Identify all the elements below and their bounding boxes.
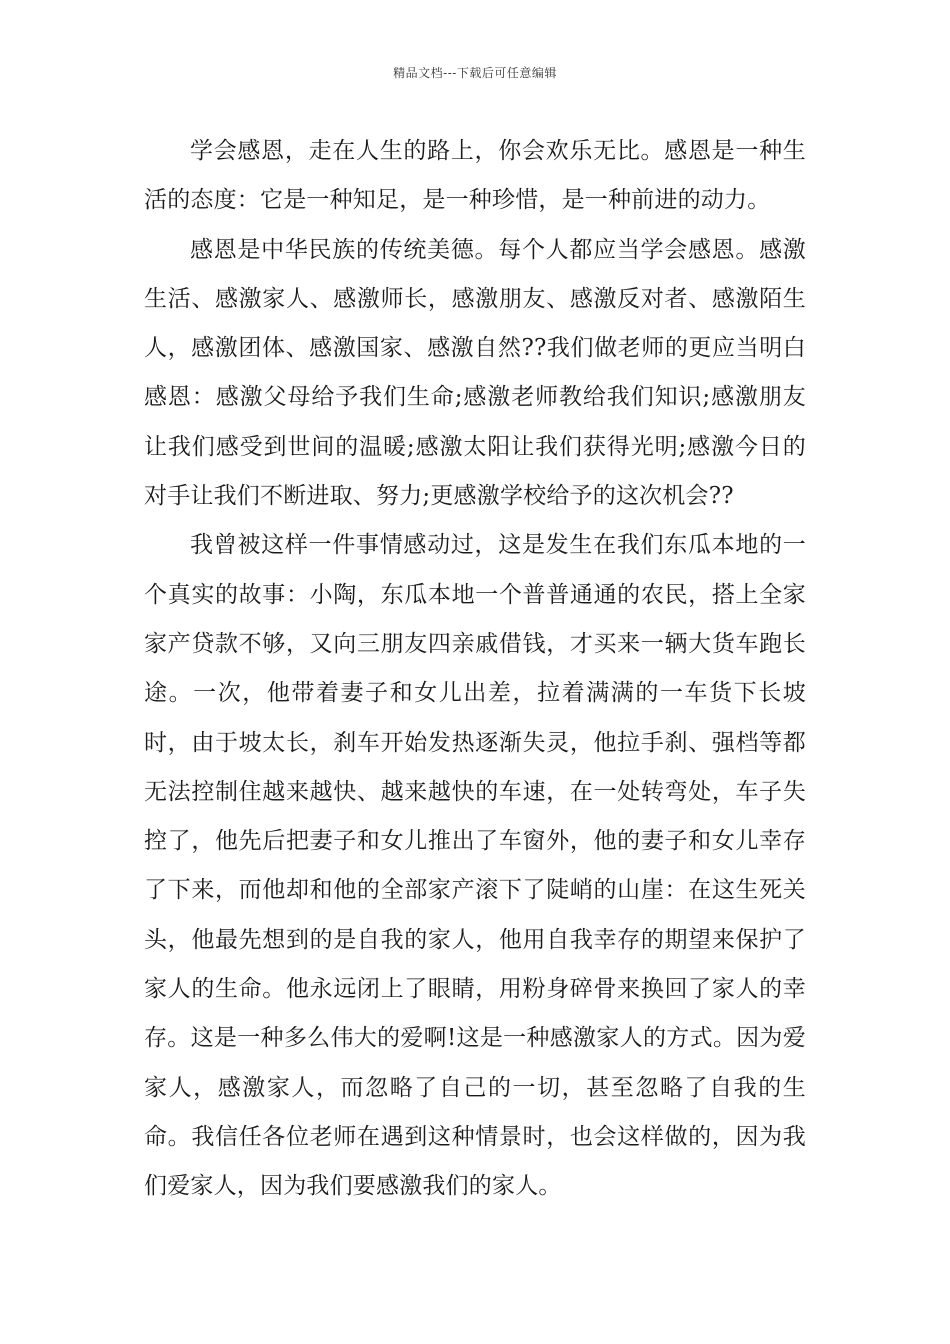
paragraph-3: 我曾被这样一件事情感动过，这是发生在我们东瓜本地的一个真实的故事：小陶，东瓜本地一个普普通通的农民，搭上全家家产贷款不够，又向三朋友四亲戚借钱，才买来一辆大货车跑长途。一次，他带着妻子和女儿出差，拉着满满的一车货下长坡时，由于坡太长，刹车开始发热逐渐失灵，他拉手刹、强档等都无法控制住越来越快、越来越快的车速，在一处转弯处，车子失控了，他先后把妻子和女儿推出了车窗外，他的妻子和女儿幸存了下来，而他却和他的全部家产滚下了陡峭的山崖：在这生死关头，他最先想到的是自我的家人，他用自我幸存的期望来保护了家人的生命。他永远闭上了眼睛，用粉身碎骨来换回了家人的幸存。这是一种多么伟大的爱啊!这是一种感激家人的方式。因为爱家人，感激家人，而忽略了自己的一切，甚至忽略了自我的生命。我信任各位老师在遇到这种情景时，也会这样做的，因为我们爱家人，因为我们要感激我们的家人。 xyxy=(144,532,806,1200)
paragraph-2: 感恩是中华民族的传统美德。每个人都应当学会感恩。感激生活、感激家人、感激师长，感激朋友、感激反对者、感激陌生人，感激团体、感激国家、感激自然??我们做老师的更应当明白感恩：感激父母给予我们生命;感激老师教给我们知识;感激朋友让我们感受到世间的温暖;感激太阳让我们获得光明;感激今日的对手让我们不断进取、努力;更感激学校给予的这次机会?? xyxy=(144,236,806,510)
paragraph-1: 学会感恩，走在人生的路上，你会欢乐无比。感恩是一种生活的态度：它是一种知足，是一种珍惜，是一种前进的动力。 xyxy=(144,138,806,214)
document-body xyxy=(144,127,806,1212)
page-header: 精品文档---下载后可任意编辑 xyxy=(393,66,557,80)
